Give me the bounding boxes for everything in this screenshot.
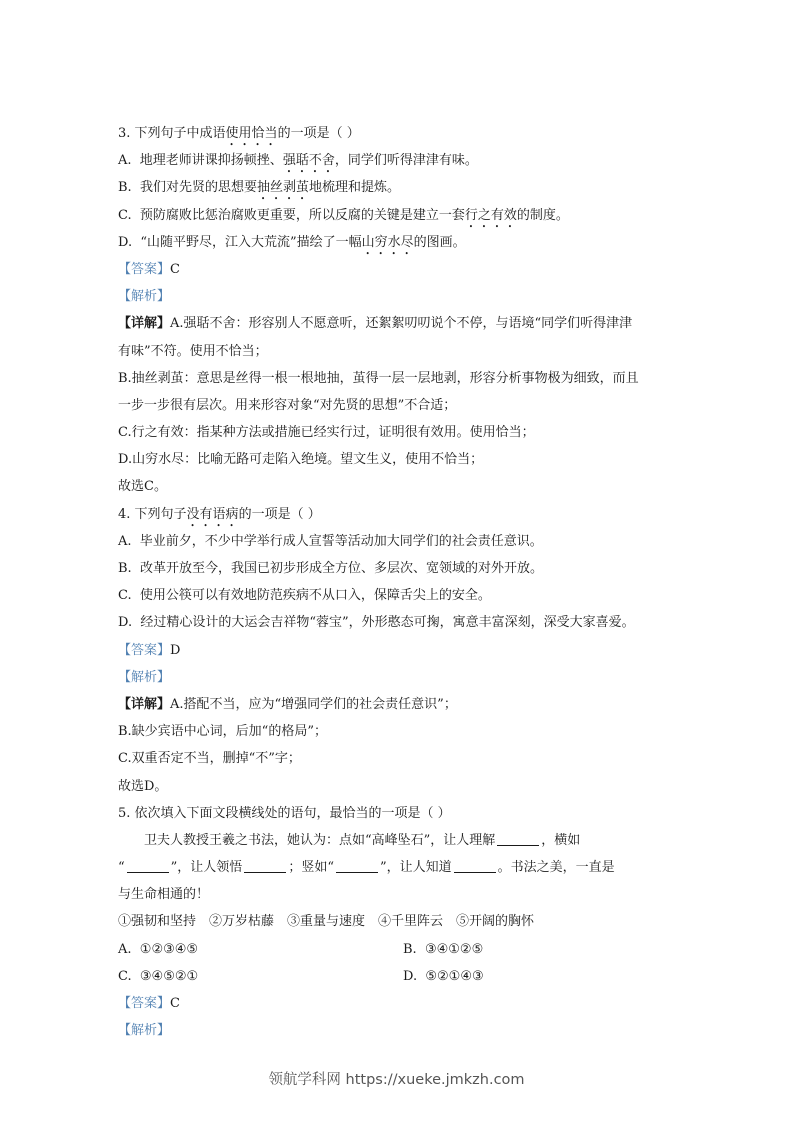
detail-tag: 【详解】 bbox=[118, 696, 171, 712]
answer-tag: 【答案】 bbox=[118, 261, 171, 277]
analysis-tag: 【解析】 bbox=[118, 669, 171, 685]
fill-blank bbox=[336, 859, 378, 873]
q5-option-d: D. ⑤②①④③ bbox=[403, 968, 484, 984]
q4-option-d: D. 经过精心设计的大运会吉祥物“蓉宝”，外形憨态可掬，寓意丰富深刻，深受大家喜爱。 bbox=[118, 615, 635, 631]
q4-analysis-heading bbox=[118, 664, 688, 691]
q3-option-b: B. 我们对先贤的思想要抽丝剥茧地梳理和提炼。 bbox=[118, 180, 400, 196]
footer-watermark: 领航学科网 https://xueke.jmkzh.com bbox=[268, 1072, 525, 1088]
q3-conclusion: 故选C。 bbox=[118, 479, 167, 495]
emphasis-text: 使用恰当 bbox=[225, 126, 278, 141]
q5-passage-line: 与生命相通的！ bbox=[118, 887, 210, 903]
question-5-stem: 5. 依次填入下面文段横线处的语句，最恰当的一项是（ ） bbox=[118, 805, 451, 821]
q3-option-d: D. “山随平野尽，江入大荒流”描绘了一幅山穷水尽的图画。 bbox=[118, 234, 466, 250]
q4-answer: 【答案】D bbox=[118, 642, 181, 658]
fill-blank bbox=[244, 859, 286, 873]
question-3-stem: 3. 下列句子中成语使用恰当的一项是（ ） bbox=[118, 126, 360, 141]
q5-choices: ①强韧和坚持 ②万岁枯藤 ③重量与速度 ④千里阵云 ⑤开阔的胸怀 bbox=[118, 914, 535, 930]
document-page bbox=[118, 120, 688, 1044]
q3-detail-line: 一步一步很有层次。用来形容对象“对先贤的思想”不合适； bbox=[118, 397, 457, 413]
q3-detail-line: C.行之有效：指某种方法或措施已经实行过，证明很有效用。使用恰当； bbox=[118, 425, 535, 441]
analysis-tag: 【解析】 bbox=[118, 1023, 171, 1039]
q3-detail-line: B.抽丝剥茧：意思是丝得一根一根地抽，茧得一层一层地剥，形容分析事物极为细致，而且 bbox=[118, 370, 639, 386]
q3-detail-line: D.山穷水尽：比喻无路可走陷入绝境。望文生义，使用不恰当； bbox=[118, 452, 484, 468]
analysis-tag: 【解析】 bbox=[118, 289, 171, 305]
fill-blank bbox=[497, 832, 539, 846]
q4-option-c: C. 使用公筷可以有效地防范疾病不从口入，保障舌尖上的安全。 bbox=[118, 588, 491, 604]
question-4-stem: 4. 下列句子没有语病的一项是（ ） bbox=[118, 506, 321, 522]
q4-detail-line: C.双重否定不当，删掉“不”字； bbox=[118, 751, 301, 767]
emphasis-text: 没有语病 bbox=[186, 506, 239, 522]
q5-passage-line: “ ”，让人领悟 ；竖如“ ”，让人知道 。书法之美，一直是 bbox=[118, 860, 615, 876]
answer-tag: 【答案】 bbox=[118, 996, 171, 1011]
q4-detail-line: B.缺少宾语中心词，后加“的格局”； bbox=[118, 724, 327, 740]
q3-answer: 【答案】C bbox=[118, 261, 180, 277]
fill-blank bbox=[127, 859, 169, 873]
q3-detail-line: 有味”不符。使用不恰当； bbox=[118, 343, 268, 359]
q3-detail-line: 【详解】A.强聒不舍：形容别人不愿意听，还絮絮叨叨说个不停，与语境“同学们听得津津 bbox=[118, 316, 633, 332]
q5-option-c: C. ③④⑤②① bbox=[118, 968, 199, 984]
q5-answer: 【答案】C bbox=[118, 996, 180, 1011]
q3-analysis-heading bbox=[118, 283, 688, 310]
q5-passage-line: 卫夫人教授王羲之书法，她认为：点如“高峰坠石”，让人理解 ，横如 bbox=[144, 832, 581, 848]
detail-tag: 【详解】 bbox=[118, 316, 171, 332]
q5-analysis-heading bbox=[118, 1017, 688, 1044]
q4-detail-line: 【详解】A.搭配不当，应为“增强同学们的社会责任意识”； bbox=[118, 696, 457, 712]
q3-option-c: C. 预防腐败比惩治腐败更重要，所以反腐的关键是建立一套行之有效的制度。 bbox=[118, 207, 569, 223]
q5-options-row bbox=[118, 963, 688, 990]
q3-option-a: A. 地理老师讲课抑扬顿挫、强聒不舍，同学们听得津津有味。 bbox=[118, 153, 478, 169]
q4-option-a: A. 毕业前夕，不少中学举行成人宣誓等活动加大同学们的社会责任意识。 bbox=[118, 533, 543, 549]
q5-options-row bbox=[118, 936, 688, 963]
q5-option-a: A. ①②③④⑤ bbox=[118, 941, 199, 957]
answer-tag: 【答案】 bbox=[118, 642, 171, 658]
q5-option-b: B. ③④①②⑤ bbox=[403, 941, 484, 957]
q4-conclusion: 故选D。 bbox=[118, 778, 168, 794]
q4-option-b: B. 改革开放至今，我国已初步形成全方位、多层次、宽领域的对外开放。 bbox=[118, 561, 543, 576]
fill-blank bbox=[454, 859, 496, 873]
